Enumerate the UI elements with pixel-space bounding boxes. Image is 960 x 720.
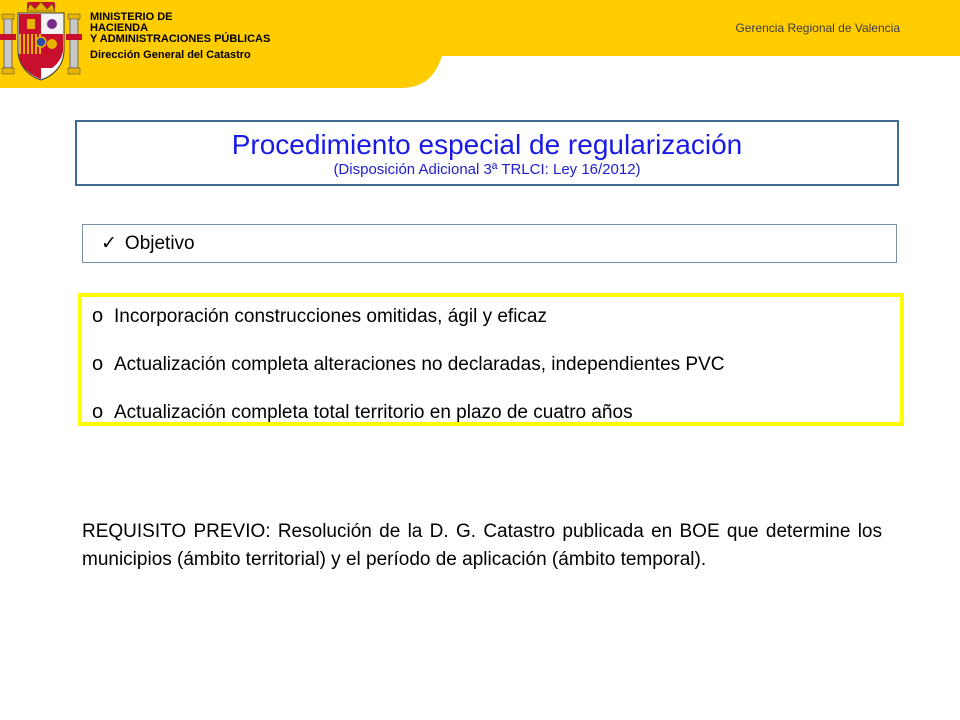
list-item — [92, 304, 900, 329]
list-item — [92, 352, 900, 377]
checkmark-icon: ✓ — [101, 233, 117, 254]
regional-office: Gerencia Regional de Valencia — [735, 21, 900, 35]
requirement-paragraph: REQUISITO PREVIO: Resolución de la D. G. Catastro publicada en BOE que determine los municipios (ámbito territorial) y el período de aplicación (ámbito temporal). — [82, 521, 882, 570]
list-item-text: Actualización completa total territorio en plazo de cuatro años — [114, 402, 633, 423]
ministry-heading — [90, 12, 270, 61]
objective-label: Objetivo — [124, 233, 195, 254]
list-item-text: Incorporación construcciones omitidas, ágil y eficaz — [114, 306, 547, 327]
page-subtitle: (Disposición Adicional 3ª TRLCI: Ley 16/2012) — [333, 161, 641, 178]
list-item-text: Actualización completa alteraciones no declaradas, independientes PVC — [114, 354, 725, 375]
objective-header — [82, 224, 897, 263]
list-item — [92, 400, 900, 425]
ministry-line-2: HACIENDA — [90, 22, 149, 34]
coat-of-arms-logo — [0, 0, 82, 82]
objectives-list — [78, 293, 904, 426]
circle-bullet-icon: o — [92, 305, 104, 327]
title-box — [75, 120, 899, 186]
directorate-name: Dirección General del Catastro — [90, 49, 251, 61]
circle-bullet-icon: o — [92, 401, 104, 423]
circle-bullet-icon: o — [92, 353, 104, 375]
page-title: Procedimiento especial de regularización — [231, 129, 743, 160]
ministry-line-3: Y ADMINISTRACIONES PÚBLICAS — [90, 33, 271, 45]
ministry-line-1: MINISTERIO DE — [90, 11, 173, 23]
